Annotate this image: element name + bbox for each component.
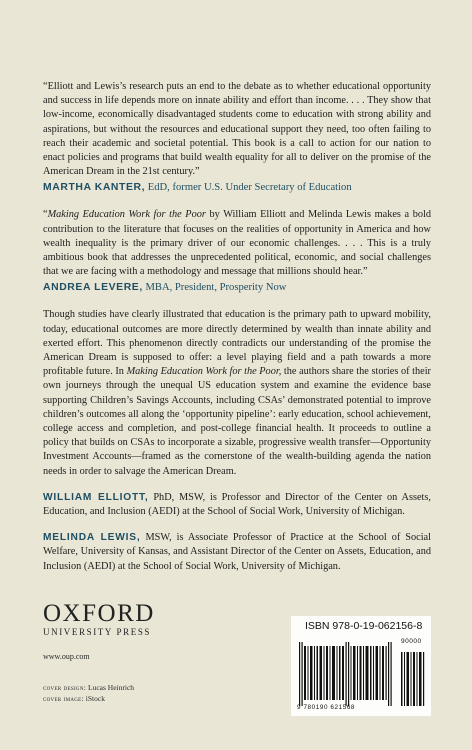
endorsement-quote: “Elliott and Lewis’s research puts an end to the debate as to whether educational opportunity and success in life depends more on innate ability and effort than income. . . . They show that low-income, economically disadvantaged students come to education with strong ability and aspirations, but without the resources and educational support they need, too often failing to reach their academic and societal potential. This book is a call to action for our nation to enact policies and programs that build wealth equality for all to deliver on the promise of the American Dream in the 21st century.” bbox=[43, 81, 431, 178]
book-title: Making Education Work for the Poor, bbox=[126, 366, 282, 378]
barcode-digits: 9 780190 621568 bbox=[297, 704, 356, 711]
credit-image bbox=[43, 693, 134, 704]
publisher-name: OXFORD bbox=[43, 600, 155, 627]
author-bio bbox=[43, 531, 431, 574]
author-name: WILLIAM ELLIOTT, bbox=[43, 491, 149, 503]
cover-credits bbox=[43, 682, 134, 704]
barcode-icon bbox=[297, 642, 427, 708]
credit-value: Lucas Heinrich bbox=[88, 683, 135, 692]
content-column bbox=[43, 80, 431, 586]
credit-label: cover image: bbox=[43, 694, 84, 703]
endorsement-1 bbox=[43, 80, 431, 195]
quote-rest: by William Elliott and Melinda Lewis makes a bold contribution to the literature that focuses on the realities of opportunity in America and how wealth inequality is the primary driver of our economic challenges. . . . This is a truly ambitious book that addresses the unprecedented political, economic, and social challenges that we are facing with a methodology and message that millions should hear.” bbox=[43, 209, 431, 278]
isbn-barcode-box bbox=[291, 616, 431, 716]
credit-design bbox=[43, 682, 134, 693]
publisher-subname: UNIVERSITY PRESS bbox=[43, 627, 152, 637]
book-title: Making Education Work for the Poor bbox=[47, 209, 206, 221]
endorser-role: EdD, former U.S. Under Secretary of Education bbox=[147, 182, 352, 194]
credit-value: iStock bbox=[85, 694, 105, 703]
endorser-name: ANDREA LEVERE, bbox=[43, 282, 143, 294]
quote-mark: “ bbox=[43, 209, 48, 221]
description-part: Though studies have clearly illustrated that education is the primary path to upward mobility, today, educational outcomes are more directly determined by wealth than innate ability and exerted effort. This phenomenon directly contradicts our understanding of the promise the American Dream is supposed to offer: a level playing field and a path towards a more profitable future. In bbox=[43, 309, 431, 378]
endorser bbox=[43, 181, 431, 195]
endorsement-2 bbox=[43, 208, 431, 295]
endorser bbox=[43, 281, 431, 295]
endorser-role: MBA, President, Prosperity Now bbox=[145, 282, 287, 294]
barcode-addon-digits: 90000 bbox=[401, 638, 422, 645]
isbn-label: ISBN 978-0-19-062156-8 bbox=[305, 620, 423, 632]
author-bio-text: MSW, is Associate Professor of Practice at the School of Social Welfare, University of Kansas, and Assistant Director of the Center on Assets, Education, and Inclusion (AEDI) at the School of Social Work, University of Michigan. bbox=[43, 532, 431, 572]
author-bio-text: PhD, MSW, is Professor and Director of the Center on Assets, Education, and Inclusion (AEDI) at the School of Social Work, University of Michigan. bbox=[43, 491, 431, 518]
description-part: the authors share the stories of their own journeys through the unequal US education system and examine the evidence base supporting Children’s Savings Accounts, including CSAs’ demonstrated potential to improve children’s outcomes all along the ‘opportunity pipeline’: early education, school achievement, college access and completion, and post-college financial health. It proceeds to outline a policy that builds on CSAs to incorporate a sizable, progressive wealth transfer—Opportunity Investment Accounts—framed as the cornerstone of the wealth-building agenda the nation needs in order to salvage the American Dream. bbox=[43, 366, 431, 477]
credit-label: cover design: bbox=[43, 683, 87, 692]
endorsement-quote bbox=[43, 208, 431, 279]
publisher-logo bbox=[43, 602, 183, 637]
publisher-website: www.oup.com bbox=[43, 652, 90, 661]
endorser-name: MARTHA KANTER, bbox=[43, 182, 146, 194]
author-bio bbox=[43, 491, 431, 519]
book-description bbox=[43, 308, 431, 478]
author-name: MELINDA LEWIS, bbox=[43, 532, 141, 544]
description-text bbox=[43, 308, 431, 478]
